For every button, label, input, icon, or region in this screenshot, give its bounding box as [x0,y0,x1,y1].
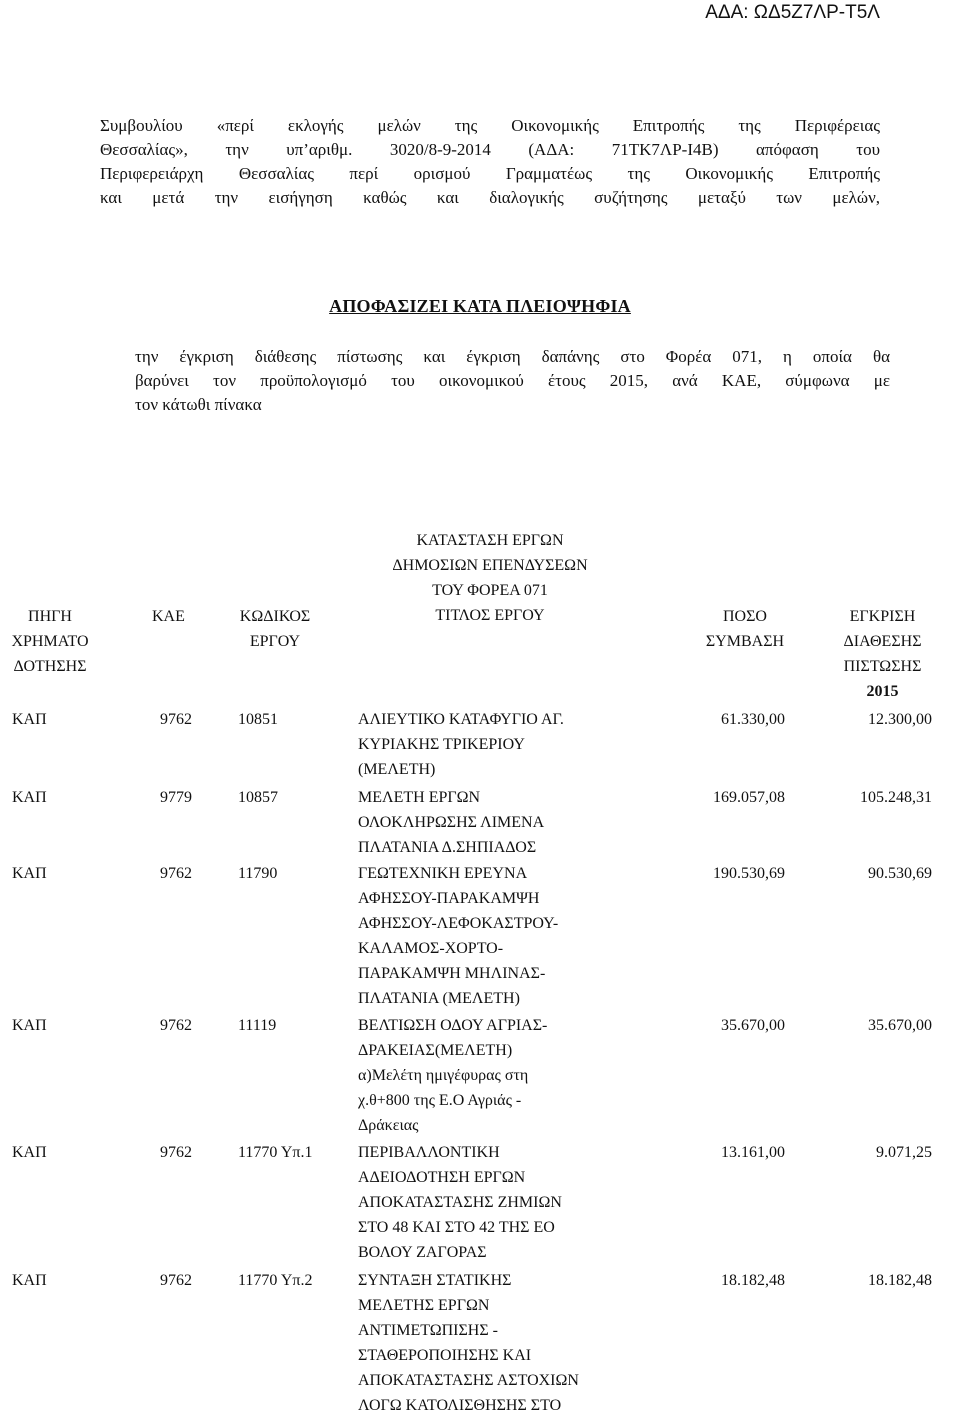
paragraph-line: την έγκριση διάθεσης πίστωσης και έγκριση δαπάνης στο Φορέα 071, η οποία θα [135,347,890,366]
title-line: ΜΕΛΕΤΗΣ ΕΡΓΩΝ [358,1297,490,1314]
header-line: ΠΟΣΟ [723,608,767,625]
header-kae [152,604,222,629]
cell-amount: 18.182,48 [721,1272,785,1289]
title-line: (ΜΕΛΕΤΗ) [358,761,436,778]
paragraph-line: τον κάτωθι πίνακα [135,395,262,414]
cell-source: ΚΑΠ [12,1017,47,1034]
header-line: ΣΥΜΒΑΣΗ [705,633,785,650]
paragraph-line: και μετά την εισήγηση καθώς και διαλογικής συζήτησης μεταξύ των μελών, [100,188,880,207]
header-line: ΔΗΜΟΣΙΩΝ ΕΠΕΝΔΥΣΕΩΝ [392,557,588,574]
title-line: ΑΝΤΙΜΕΤΩΠΙΣΗΣ - [358,1322,498,1339]
cell-amount: 61.330,00 [721,711,785,728]
header-line: ΚΑΤΑΣΤΑΣΗ ΕΡΓΩΝ [416,532,564,549]
header-project-title [345,528,635,628]
header-contract-amount [680,604,810,654]
paragraph-line: Θεσσαλίας», την υπ’αριθμ. 3020/8-9-2014 (ΑΔΑ: 71ΤΚ7ΛΡ-Ι4Β) απόφαση του [100,140,880,159]
cell-approval: 35.670,00 [868,1017,932,1034]
cell-approval: 90.530,69 [868,865,932,882]
cell-code: 10857 [238,789,278,806]
header-line: ΤΟΥ ΦΟΡΕΑ 071 [432,582,548,599]
cell-code: 10851 [238,711,278,728]
cell-amount: 169.057,08 [713,789,785,806]
cell-approval: 105.248,31 [860,789,932,806]
title-line: ΛΟΓΩ ΚΑΤΟΛΙΣΘΗΣΗΣ ΣΤΟ [358,1397,562,1414]
title-line: ΠΑΡΑΚΑΜΨΗ ΜΗΛΙΝΑΣ- [358,965,546,982]
header-line: ΔΟΤΗΣΗΣ [13,658,87,675]
header-line: ΚΩΔΙΚΟΣ [239,608,311,625]
title-line: ΑΦΗΣΣΟΥ-ΠΑΡΑΚΑΜΨΗ [358,890,540,907]
cell-kae: 9762 [160,711,192,728]
cell-source: ΚΑΠ [12,789,47,806]
cell-kae: 9762 [160,1272,192,1289]
decision-paragraph [135,345,890,417]
header-year: 2015 [866,683,899,700]
cell-title [358,1013,648,1138]
cell-approval: 18.182,48 [868,1272,932,1289]
cell-title [358,861,648,1011]
paragraph-line: Συμβουλίου «περί εκλογής μελών της Οικονομικής Επιτροπής της Περιφέρειας [100,116,880,135]
cell-title [358,1268,648,1418]
cell-source: ΚΑΠ [12,1144,47,1161]
cell-amount: 190.530,69 [713,865,785,882]
title-line: α)Μελέτη ημιγέφυρας στη [358,1067,529,1084]
paragraph-line: βαρύνει τον προϋπολογισμό του οικονομικού έτους 2015, ανά ΚΑΕ, σύμφωνα με [135,371,890,390]
header-line: ΚΑΕ [152,608,185,625]
cell-title [358,1140,648,1265]
cell-code: 11119 [238,1017,277,1034]
cell-title [358,707,648,782]
title-line: ΣΤΟ 48 ΚΑΙ ΣΤΟ 42 ΤΗΣ ΕΟ [358,1219,555,1236]
title-line: ΠΛΑΤΑΝΙΑ Δ.ΣΗΠΙΑΔΟΣ [358,839,537,856]
header-line: ΠΙΣΤΩΣΗΣ [843,658,922,675]
title-line: ΑΛΙΕΥΤΙΚΟ ΚΑΤΑΦΥΓΙΟ ΑΓ. [358,711,564,728]
cell-kae: 9762 [160,1017,192,1034]
title-line: ΑΔΕΙΟΔΟΤΗΣΗ ΕΡΓΩΝ [358,1169,526,1186]
title-line: ΑΠΟΚΑΤΑΣΤΑΣΗΣ ΑΣΤΟΧΙΩΝ [358,1372,579,1389]
cell-approval: 12.300,00 [868,711,932,728]
intro-paragraph [100,114,880,210]
header-funding-source [0,604,100,679]
header-line: ΕΡΓΟΥ [249,633,301,650]
title-line: ΚΑΛΑΜΟΣ-ΧΟΡΤΟ- [358,940,504,957]
title-line: ΠΛΑΤΑΝΙΑ (ΜΕΛΕΤΗ) [358,990,520,1007]
header-line: ΠΗΓΗ [28,608,72,625]
title-line: χ.θ+800 της Ε.Ο Αγριάς - [358,1092,522,1109]
title-line: ΔΡΑΚΕΙΑΣ(ΜΕΛΕΤΗ) [358,1042,513,1059]
cell-kae: 9762 [160,1144,192,1161]
cell-code: 11770 Υπ.2 [238,1272,313,1289]
header-line: ΤΙΤΛΟΣ ΕΡΓΟΥ [435,607,545,624]
header-line: ΔΙΑΘΕΣΗΣ [843,633,922,650]
cell-amount: 13.161,00 [721,1144,785,1161]
title-line: ΑΠΟΚΑΤΑΣΤΑΣΗΣ ΖΗΜΙΩΝ [358,1194,562,1211]
header-project-code [225,604,325,654]
header-line: ΕΓΚΡΙΣΗ [849,608,916,625]
header-line: ΧΡΗΜΑΤΟ [11,633,89,650]
title-line: ΣΥΝΤΑΞΗ ΣΤΑΤΙΚΗΣ [358,1272,512,1289]
title-line: ΒΕΛΤΙΩΣΗ ΟΔΟΥ ΑΓΡΙΑΣ- [358,1017,548,1034]
cell-source: ΚΑΠ [12,865,47,882]
cell-kae: 9779 [160,789,192,806]
ada-code: ΑΔΑ: ΩΔ5Ζ7ΛΡ-Τ5Λ [705,2,880,23]
cell-source: ΚΑΠ [12,1272,47,1289]
cell-code: 11790 [238,865,278,882]
paragraph-line: Περιφερειάρχη Θεσσαλίας περί ορισμού Γραμματέως της Οικονομικής Επιτροπής [100,164,880,183]
cell-code: 11770 Υπ.1 [238,1144,313,1161]
cell-source: ΚΑΠ [12,711,47,728]
title-line: ΟΛΟΚΛΗΡΩΣΗΣ ΛΙΜΕΝΑ [358,814,545,831]
cell-approval: 9.071,25 [876,1144,932,1161]
title-line: ΒΟΛΟΥ ΖΑΓΟΡΑΣ [358,1244,487,1261]
title-line: ΠΕΡΙΒΑΛΛΟΝΤΙΚΗ [358,1144,500,1161]
decision-heading-wrap [0,296,960,317]
decision-heading: ΑΠΟΦΑΣΙΖΕΙ ΚΑΤΑ ΠΛΕΙΟΨΗΦΙΑ [329,296,631,316]
title-line: Δράκειας [358,1117,419,1134]
title-line: ΚΥΡΙΑΚΗΣ ΤΡΙΚΕΡΙΟΥ [358,736,525,753]
header-credit-approval [820,604,945,704]
cell-amount: 35.670,00 [721,1017,785,1034]
title-line: ΓΕΩΤΕΧΝΙΚΗ ΕΡΕΥΝΑ [358,865,528,882]
title-line: ΑΦΗΣΣΟΥ-ΛΕΦΟΚΑΣΤΡΟΥ- [358,915,559,932]
cell-title [358,785,648,860]
title-line: ΜΕΛΕΤΗ ΕΡΓΩΝ [358,789,481,806]
title-line: ΣΤΑΘΕΡΟΠΟΙΗΣΗΣ ΚΑΙ [358,1347,532,1364]
cell-kae: 9762 [160,865,192,882]
